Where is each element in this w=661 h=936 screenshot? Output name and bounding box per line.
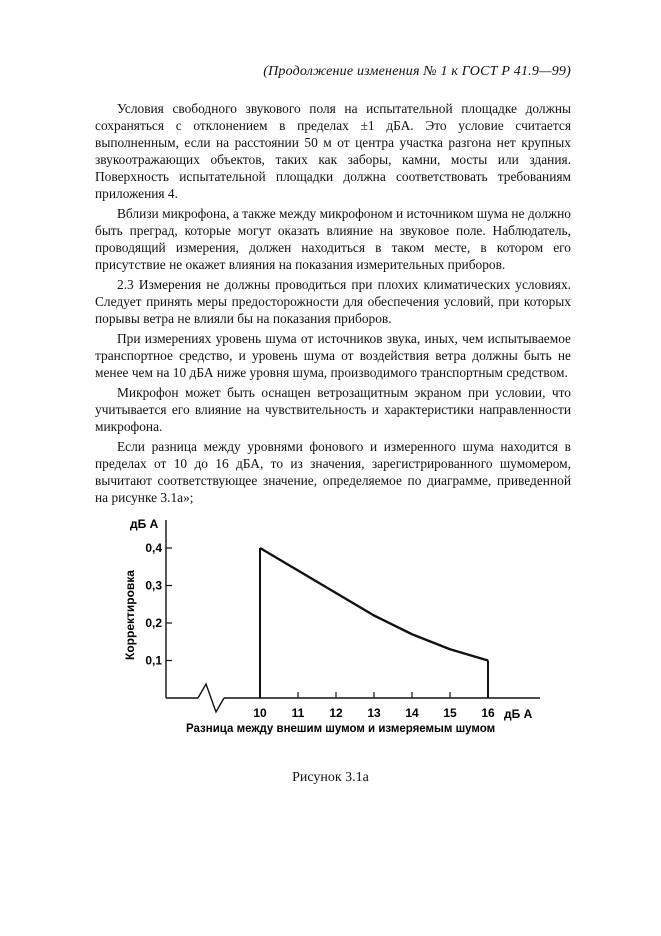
x-tick-label: 13 [367,706,381,720]
x-tick-label: 16 [481,706,495,720]
tick-group [145,541,495,720]
x-tick-label: 15 [443,706,457,720]
y-tick-label: 0,2 [145,616,162,630]
paragraph: Вблизи микрофона, а также между микрофоном и источником шума не должно быть преград, которые могут оказать влияние на звуковое поле. Наблюдатель, проводящий измерения, должен находиться в таком месте, в котором его присутствие не окажет влияния на показания измерительных приборов. [95,206,571,272]
y-axis-title: Корректировка [123,570,137,660]
paragraph: 2.3 Измерения не должны проводиться при плохих климатических условиях. Следует принять меры предосторожности для обеспечения условий, при которых порывы ветра не влияли бы на показания приборов. [95,277,571,326]
x-tick-label: 11 [291,706,305,720]
paragraph: Если разница между уровнями фонового и измеренного шума находится в пределах от 10 до 16 дБА, то из значения, зарегистрированного шумомером, вычитают соответствующее значение, определяемое по диаграмме, приведенной на рисунке 3.1а»; [95,439,571,505]
running-header: (Продолжение изменения № 1 к ГОСТ Р 41.9—99) [263,64,571,79]
correction-chart [120,510,550,770]
y-tick-label: 0,3 [145,578,162,593]
paragraph: При измерениях уровень шума от источников звука, иных, чем испытываемое транспортное средство, и уровень шума от воздействия ветра должны быть не менее чем на 10 дБА ниже уровня шума, производимого транспортным средством. [95,331,571,380]
x-axis-title: Разница между внешим шумом и измеряемым шумом [186,723,496,735]
series-group [260,548,488,698]
paragraph: Микрофон может быть оснащен ветрозащитным экраном при условии, что учитывается его влияние на чувствительность и характеристики направленности микрофона. [95,385,571,434]
correction-curve [260,548,488,661]
y-tick-label: 0,1 [145,653,162,668]
axis-break-mark [198,684,224,712]
figure-caption: Рисунок 3.1а [292,770,369,785]
y-tick-label: 0,4 [145,541,162,555]
x-unit-label: дБ А [504,707,533,721]
body-text [95,100,571,509]
chart-canvas [120,510,550,770]
paragraph: Условия свободного звукового поля на испытательной площадке должны сохраняться с отклонением в пределах ±1 дБА. Это условие считается выполненным, если на расстоянии 50 м от центра участка разгона нет крупных звукоотражающих объектов, таких как заборы, камни, мосты или здания. Поверхность испытательной площадки должна соответствовать требованиям приложения 4. [95,101,571,201]
x-tick-label: 10 [253,706,267,720]
y-unit-label: дБ А [130,517,159,531]
x-tick-label: 14 [405,706,419,720]
x-tick-label: 12 [329,706,343,720]
